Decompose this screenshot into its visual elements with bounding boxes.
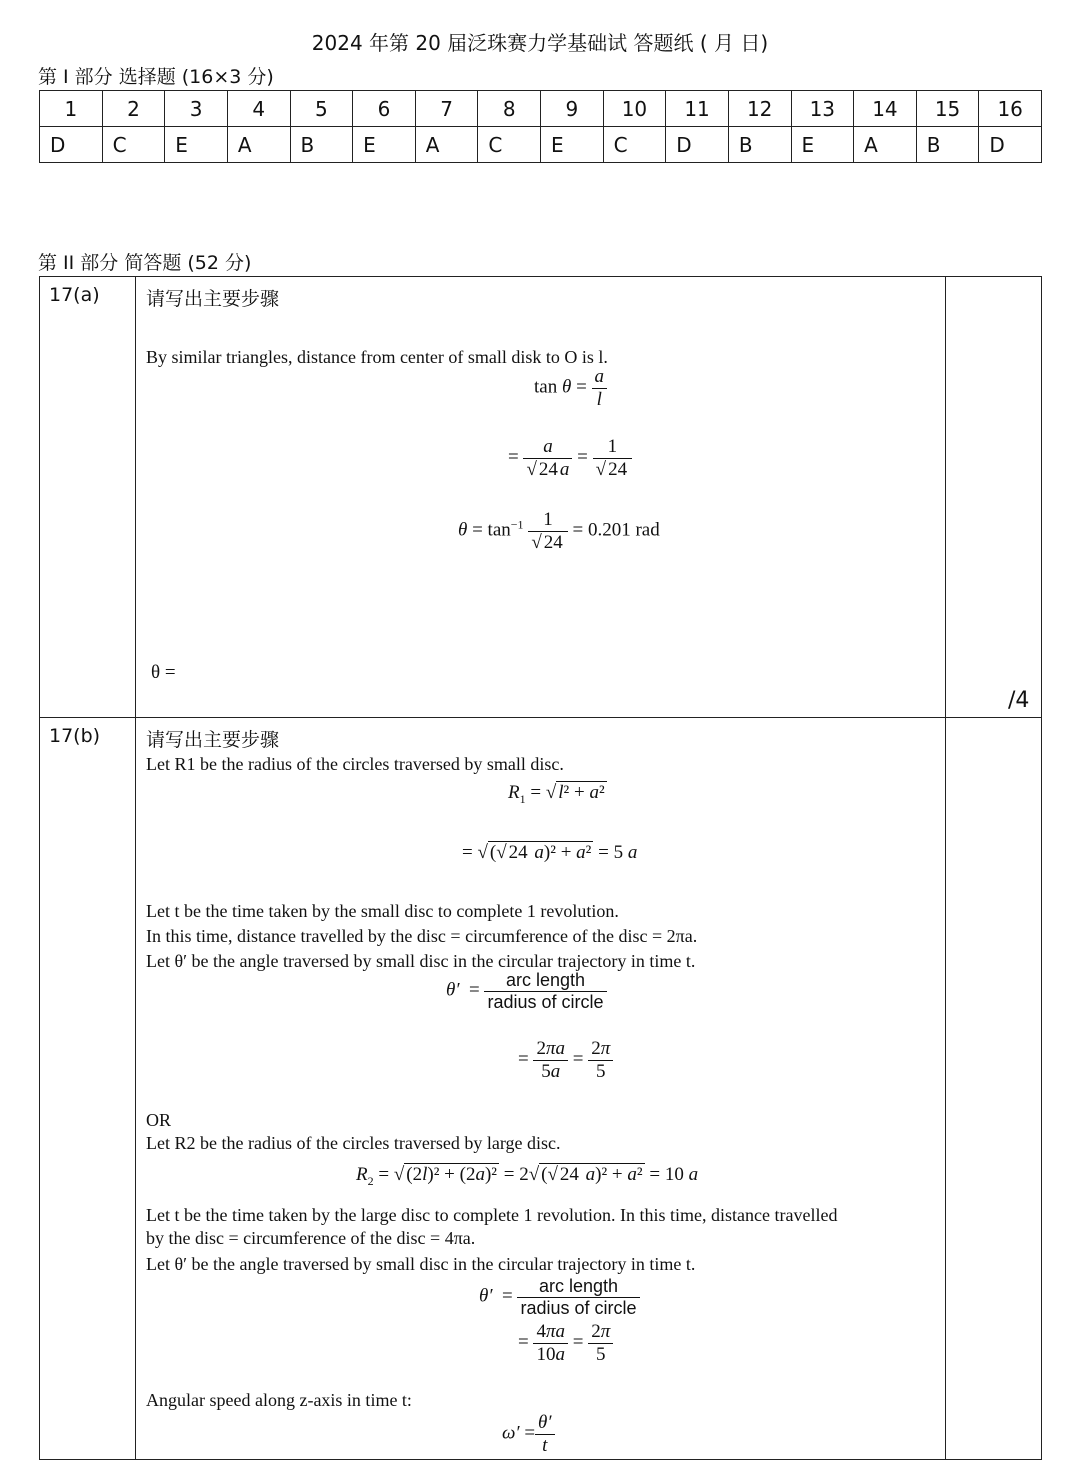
instruction-17a: 请写出主要步骤 — [146, 288, 280, 310]
mcq-answer: B — [916, 127, 979, 163]
equation-theta-prime-value-small: = $\frac{2\pi a}{5a}$ = $\frac{2\pi}{5}$ — [518, 1038, 613, 1083]
fraction-numerator: arc length — [484, 970, 606, 992]
mcq-answer: B — [290, 127, 353, 163]
question-label-17a: 17(a) — [49, 284, 100, 306]
mcq-answer: D — [979, 127, 1042, 163]
equation-r1: $R_1$ = √ l² + a² — [508, 782, 605, 806]
fraction-denominator: radius of circle — [487, 991, 604, 1012]
text-17b-l6: Let t be the time taken by the large disc to complete 1 revolution. In this time, distance travelled — [146, 1205, 838, 1225]
fraction-numerator: arc length — [517, 1276, 639, 1298]
mcq-answer: B — [728, 127, 791, 163]
mcq-answer: A — [854, 127, 917, 163]
mcq-number: 16 — [979, 91, 1042, 127]
text-17b-l9: Angular speed along z-axis in time t: — [146, 1390, 412, 1410]
equation-tan-simplified: = $\frac{a}{√ 24 a}$ = $\frac{1}{√ 24}$ — [508, 436, 632, 481]
text-17b-l1: Let R1 be the radius of the circles traversed by small disc. — [146, 754, 564, 774]
equation-theta-result: $\theta = \tan^{-1}$ $\frac{1}{√ 24}$ = 0.201 rad — [458, 509, 660, 553]
text-17b-l8: Let θ′ be the angle traversed by small disc in the circular trajectory in time t. — [146, 1254, 696, 1274]
mcq-number-row — [40, 91, 1042, 127]
mcq-answer: E — [541, 127, 604, 163]
mcq-answer: D — [40, 127, 103, 163]
mcq-number: 11 — [666, 91, 729, 127]
mcq-answer: E — [165, 127, 228, 163]
text-17b-l7: by the disc = circumference of the disc = 4πa. — [146, 1228, 476, 1248]
text-17b-l5: Let R2 be the radius of the circles traversed by large disc. — [146, 1133, 561, 1153]
equation-tan-theta: tan θ = $\frac{a}{l}$ — [534, 366, 607, 411]
mcq-number: 7 — [415, 91, 478, 127]
equation-omega-prime: ω′ = $\frac{\theta'}{t}$ — [502, 1412, 555, 1457]
equation-theta-prime-def-2: θ′ = $\frac{\text{arc length}}{\text{radius of circle}}$ — [479, 1276, 640, 1318]
mcq-number: 9 — [541, 91, 604, 127]
mcq-number: 5 — [290, 91, 353, 127]
score-17a: /4 — [1008, 688, 1030, 713]
equation-r1-value: = √ (√ 24 a)² + a² = 5 a — [462, 842, 638, 863]
mcq-number: 15 — [916, 91, 979, 127]
mcq-answer-row — [40, 127, 1042, 163]
mcq-answer: A — [227, 127, 290, 163]
page-title: 2024 年第 20 届泛珠赛力学基础试 答题纸 ( 月 日) — [311, 31, 769, 55]
equation-theta-prime-value-large: = $\frac{4\pi a}{10a}$ = $\frac{2\pi}{5}$ — [518, 1321, 613, 1366]
mcq-number: 4 — [227, 91, 290, 127]
mcq-answer: C — [478, 127, 541, 163]
mcq-answer: E — [791, 127, 854, 163]
grid-divider — [135, 276, 136, 1460]
mcq-answer: C — [603, 127, 666, 163]
mcq-number: 10 — [603, 91, 666, 127]
mcq-number: 3 — [165, 91, 228, 127]
part2-title: 第 II 部分 简答题 (52 分) — [38, 252, 252, 274]
fraction-denominator: radius of circle — [520, 1297, 637, 1318]
mcq-answer: E — [353, 127, 416, 163]
text-17b-l2: Let t be the time taken by the small disc to complete 1 revolution. — [146, 901, 619, 921]
question-label-17b: 17(b) — [49, 725, 101, 747]
text-17b-l4: Let θ′ be the angle traversed by small disc in the circular trajectory in time t. — [146, 951, 696, 971]
text-17a-line1: By similar triangles, distance from center of small disk to O is l. — [146, 347, 608, 367]
mcq-number: 6 — [353, 91, 416, 127]
mcq-number: 8 — [478, 91, 541, 127]
answer-label-17a: θ = — [151, 662, 176, 683]
grid-divider — [945, 276, 946, 1460]
mcq-number: 12 — [728, 91, 791, 127]
equation-r2: $R_2$ = √ (2l)² + (2a)² = 2√ (√ 24 a)² + a² = 10 a — [356, 1164, 699, 1188]
mcq-answer: C — [102, 127, 165, 163]
instruction-17b: 请写出主要步骤 — [146, 729, 280, 751]
mcq-answer: A — [415, 127, 478, 163]
grid-row-divider — [39, 717, 1042, 718]
mcq-number: 2 — [102, 91, 165, 127]
mcq-number: 1 — [40, 91, 103, 127]
part1-title: 第 I 部分 选择题 (16×3 分) — [38, 66, 274, 88]
text-17b-l3: In this time, distance travelled by the disc = circumference of the disc = 2πa. — [146, 926, 698, 946]
mcq-answer-table — [39, 90, 1042, 163]
equation-theta-prime-def: θ′ = $\frac{\text{arc length}}{\text{radius of circle}}$ — [446, 970, 607, 1012]
mcq-answer: D — [666, 127, 729, 163]
text-17b-or: OR — [146, 1110, 172, 1130]
mcq-number: 13 — [791, 91, 854, 127]
mcq-number: 14 — [854, 91, 917, 127]
